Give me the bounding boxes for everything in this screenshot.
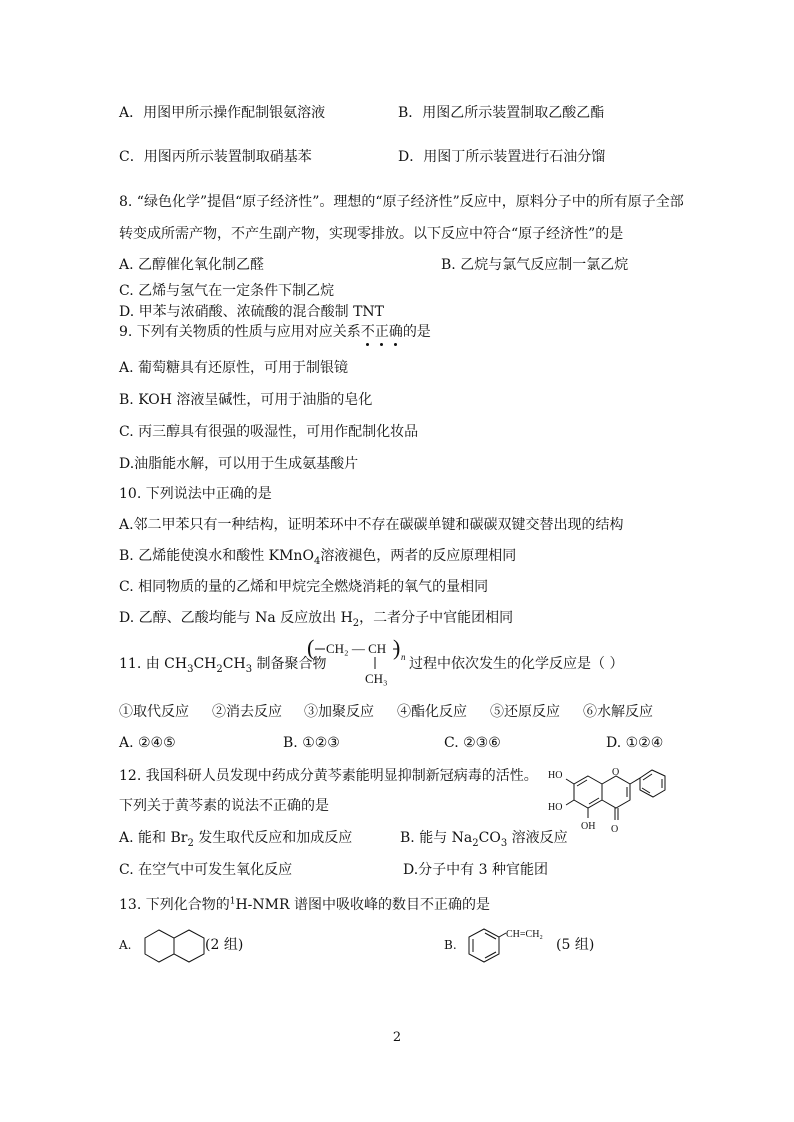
formula-paren-close: ) <box>393 636 401 660</box>
q10-b-subscript: 4 <box>313 555 321 567</box>
carbonyl-oxygen-label: O <box>611 824 619 835</box>
q10-option-a: A.邻二甲苯只有一种结构，证明苯环中不存在碳碳单键和碳碳双键交替出现的结构 <box>119 517 624 533</box>
q10-stem: 10. 下列说法中正确的是 <box>119 486 272 502</box>
q11-text: CH <box>193 656 217 672</box>
q11-step-4: ④酯化反应 <box>397 704 467 720</box>
q11-option-c: C. ②③⑥ <box>444 735 501 751</box>
q13-option-b-note: (5 组) <box>556 937 595 953</box>
q12-stem-line2: 下列关于黄芩素的说法不正确的是 <box>119 798 329 814</box>
page-number: 2 <box>392 1030 402 1045</box>
q10-b-text-end: 溶液褪色，两者的反应原理相同 <box>320 548 517 564</box>
q11-text: 制备聚合物 <box>252 656 327 672</box>
q8-option-a: A. 乙醇催化氧化制乙醛 <box>119 257 265 273</box>
q9-emphasis-char: 正 <box>374 324 389 340</box>
q11-option-d: D. ①②④ <box>606 735 664 751</box>
q11-option-b: B. ①②③ <box>283 735 340 751</box>
q7-option-c: C．用图丙所示装置制取硝基苯 <box>119 149 312 165</box>
q8-option-b: B. 乙烷与氯气反应制一氯乙烷 <box>441 257 629 273</box>
q12-a-text: A. 能和 Br <box>119 830 188 846</box>
hydroxyl-label: OH <box>581 821 596 832</box>
ring-c <box>602 776 630 808</box>
q9-option-c: C. 丙三醇具有很强的吸湿性，可用作配制化妆品 <box>119 424 419 440</box>
q11-option-a: A. ②④⑤ <box>119 735 176 751</box>
q12-b-subscript: 3 <box>500 837 508 849</box>
q13-option-b-label: B. <box>444 938 457 952</box>
oh-bond <box>566 779 574 784</box>
q12-option-b <box>400 829 568 847</box>
benzene-double-bond <box>485 952 496 958</box>
q10-option-b <box>119 547 516 565</box>
hydroxyl-label: HO <box>548 770 563 781</box>
q11-subscript: 3 <box>187 663 194 675</box>
baicalein-structure <box>546 762 684 836</box>
q7-option-a: A．用图甲所示操作配制银氨溶液 <box>119 105 326 121</box>
q10-b-text: B. 乙烯能使溴水和酸性 KMnO <box>119 548 314 564</box>
styrene-structure <box>466 926 558 966</box>
ring-b <box>640 770 665 797</box>
decalin-structure <box>143 928 207 964</box>
formula-methyl: CH₃ <box>365 671 388 686</box>
q8-option-d: D. 甲苯与浓硝酸、浓硫酸的混合酸制 TNT <box>119 304 385 320</box>
q10-option-c: C. 相同物质的量的乙烯和甲烷完全燃烧消耗的氧气的量相同 <box>119 579 489 595</box>
hydroxyl-label: HO <box>548 802 563 813</box>
q12-a-subscript: 2 <box>187 837 194 849</box>
q12-stem-line1: 12. 我国科研人员发现中药成分黄芩素能明显抑制新冠病毒的活性。 <box>119 768 538 784</box>
q9-option-b: B. KOH 溶液呈碱性，可用于油脂的皂化 <box>119 392 373 408</box>
q13-option-a-note: (2 组) <box>205 937 244 953</box>
q9-option-d: D.油脂能水解，可以用于生成氨基酸片 <box>119 456 359 472</box>
phenyl-link <box>630 778 640 784</box>
q11-subscript: 3 <box>245 663 253 675</box>
q9-option-a: A. 葡萄糖具有还原性，可用于制银镜 <box>119 360 349 376</box>
q12-option-c: C. 在空气中可发生氧化反应 <box>119 862 293 878</box>
q12-b-text-end: 溶液反应 <box>507 830 568 846</box>
vinyl-link <box>499 933 506 937</box>
q11-subscript: 2 <box>216 663 223 675</box>
q12-option-a <box>119 829 352 847</box>
q11-text: CH <box>222 656 246 672</box>
q9-stem <box>119 323 431 341</box>
decalin-ring <box>145 930 174 962</box>
q8-stem-line2: 转变成所需产物，不产生副产物，实现零排放。以下反应中符合“原子经济性”的是 <box>119 226 624 242</box>
q11-text: 11. 由 CH <box>119 656 188 672</box>
polypropylene-formula <box>305 636 409 688</box>
q11-stem-end: 过程中依次发生的化学反应是（ ） <box>409 656 624 672</box>
q11-step-5: ⑤还原反应 <box>490 704 560 720</box>
formula-paren-open: ( <box>307 636 315 660</box>
q10-d-text: D. 乙醇、乙酸均能与 Na 反应放出 H <box>119 610 353 626</box>
q10-option-d <box>119 609 513 627</box>
q13-text: 13. 下列化合物的 <box>119 897 230 913</box>
q12-b-subscript: 2 <box>472 837 479 849</box>
q7-option-d: D．用图丁所示装置进行石油分馏 <box>398 149 606 165</box>
q11-step-1: ①取代反应 <box>119 704 189 720</box>
vinyl-group-label: CH=CH₂ <box>506 929 543 940</box>
q8-option-c: C. 乙烯与氢气在一定条件下制乙烷 <box>119 283 335 299</box>
q13-text-end: H-NMR 谱图中吸收峰的数目不正确的是 <box>235 897 490 913</box>
ring-a <box>574 776 602 808</box>
q12-b-text: B. 能与 Na <box>400 830 473 846</box>
q11-step-3: ③加聚反应 <box>304 704 374 720</box>
q12-option-d: D.分子中有 3 种官能团 <box>403 862 548 878</box>
q9-stem-prefix: 9. 下列有关物质的性质与应用对应关系 <box>119 324 361 340</box>
q13-option-a-label: A. <box>119 938 132 952</box>
q10-d-text-end: ，二者分子中官能团相同 <box>359 610 514 626</box>
q7-option-b: B．用图乙所示装置制取乙酸乙酯 <box>398 105 605 121</box>
q11-stem-start <box>119 655 327 673</box>
formula-n-index: n <box>401 652 406 662</box>
q9-emphasis-char: 确 <box>388 324 403 340</box>
formula-backbone: CH₂ — CH <box>326 641 387 656</box>
q11-step-6: ⑥水解反应 <box>583 704 653 720</box>
q8-stem-line1: 8. “绿色化学”提倡“原子经济性”。理想的“原子经济性”反应中，原料分子中的所有原子全部 <box>119 194 684 210</box>
q13-stem <box>119 896 490 914</box>
benzene-double-bond <box>485 933 496 939</box>
oh-bond <box>566 800 574 805</box>
q13-superscript: 1 <box>229 896 236 907</box>
q12-a-text-end: 发生取代反应和加成反应 <box>193 830 353 846</box>
q9-emphasis-char: 不 <box>360 324 375 340</box>
ring-oxygen-label: O <box>612 767 620 778</box>
q10-d-subscript: 2 <box>352 617 360 629</box>
decalin-ring <box>174 930 204 962</box>
q12-b-text: CO <box>478 830 501 846</box>
q11-step-2: ②消去反应 <box>212 704 282 720</box>
q9-stem-suffix: 的是 <box>402 324 431 340</box>
